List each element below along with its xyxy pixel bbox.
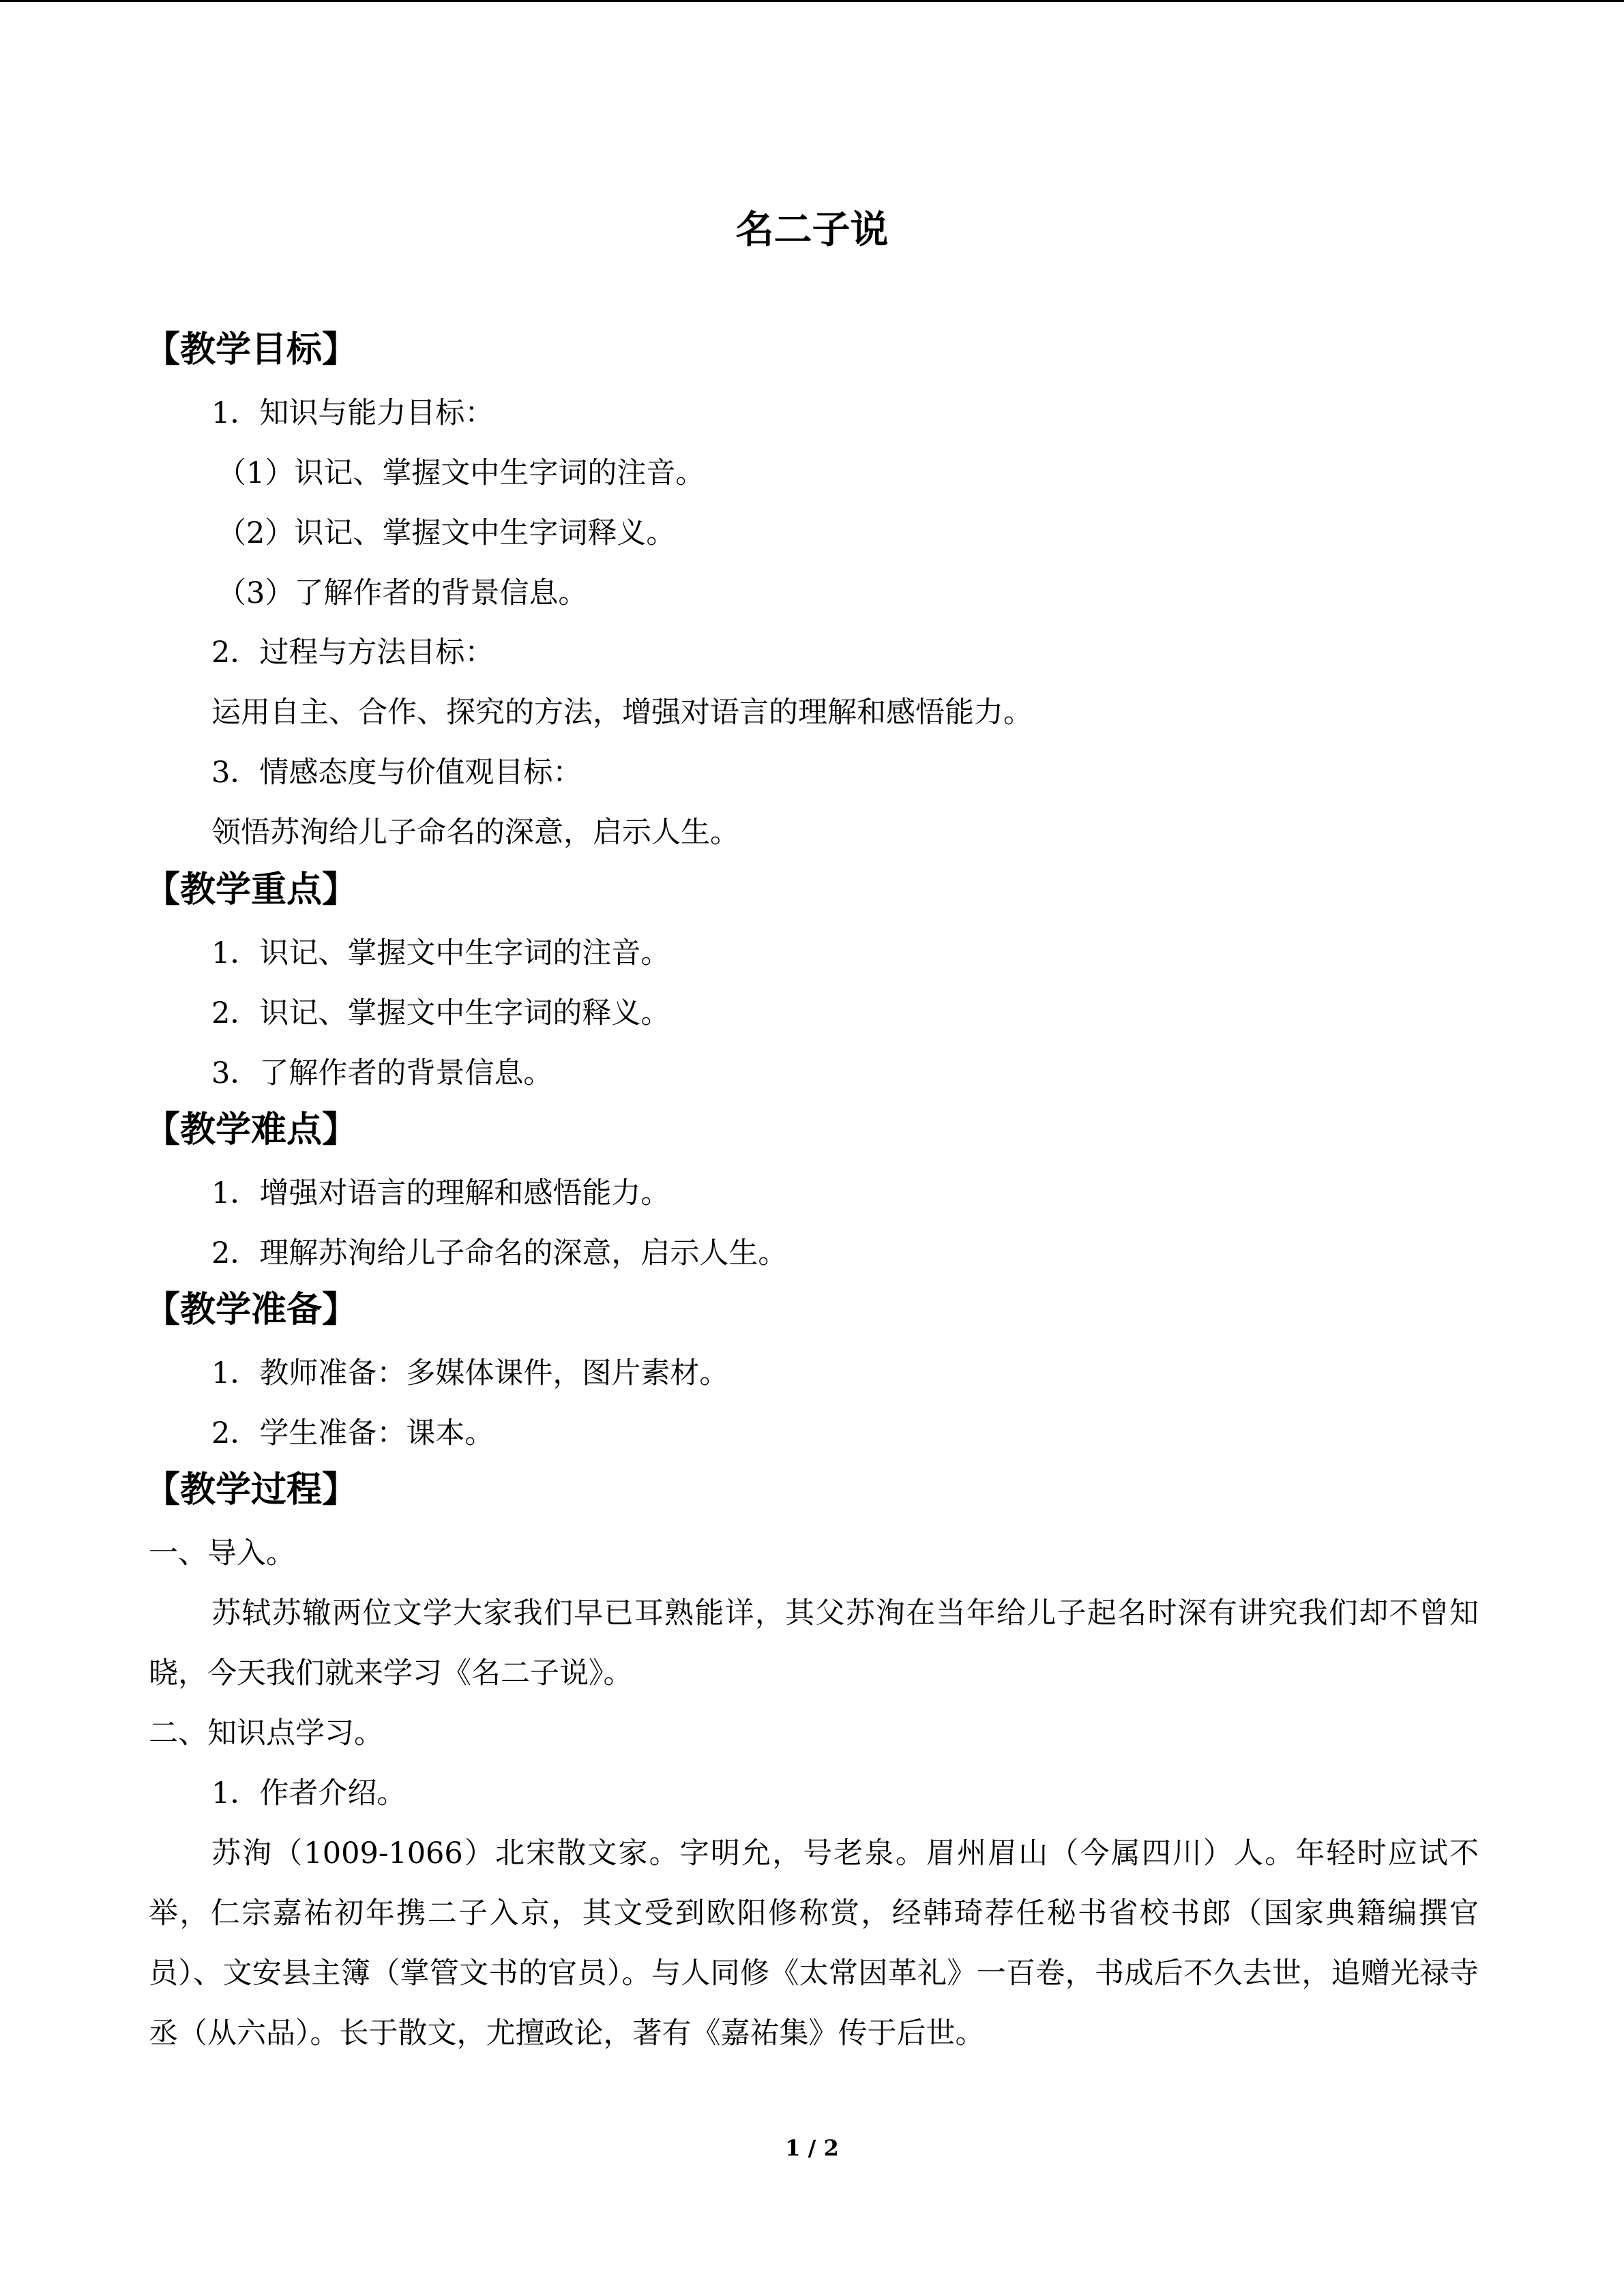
author-intro-paragraph: 苏洵（1009-1066）北宋散文家。字明允，号老泉。眉州眉山（今属四川）人。年轻时应试不举，仁宗嘉祐初年携二子入京，其文受到欧阳修称赏，经韩琦荐任秘书省校书郎（国家典籍编撰官员）、文安县主簿（掌管文书的官员）。与人同修《太常因革礼》一百卷，书成后不久去世，追赠光禄寺丞（从六品）。长于散文，尤擅政论，著有《嘉祐集》传于后世。	[149, 1836, 1479, 2051]
preparation-item-2: 2．学生准备：课本。	[211, 1416, 494, 1450]
section-heading-preparation: 【教学准备】	[145, 1289, 358, 1330]
goals-item-2-text: 运用自主、合作、探究的方法，增强对语言的理解和感悟能力。	[211, 696, 1033, 730]
goals-item-3-text: 领悟苏洵给儿子命名的深意，启示人生。	[211, 816, 739, 850]
preparation-item-1: 1．教师准备：多媒体课件，图片素材。	[211, 1356, 729, 1390]
goals-subitem-3: （3）了解作者的背景信息。	[217, 576, 588, 610]
goals-item-2: 2．过程与方法目标：	[211, 636, 494, 670]
difficulties-item-2: 2．理解苏洵给儿子命名的深意，启示人生。	[211, 1236, 788, 1270]
section-heading-goals: 【教学目标】	[145, 329, 358, 370]
process-part-1-title: 一、导入。	[149, 1536, 295, 1570]
goals-subitem-1: （1）识记、掌握文中生字词的注音。	[217, 456, 705, 490]
process-part-2-item-1: 1．作者介绍。	[211, 1776, 407, 1810]
process-part-2-title: 二、知识点学习。	[149, 1716, 383, 1750]
goals-subitem-2: （2）识记、掌握文中生字词释义。	[217, 516, 676, 550]
key-points-item-2: 2．识记、掌握文中生字词的释义。	[211, 996, 670, 1030]
key-points-item-1: 1．识记、掌握文中生字词的注音。	[211, 936, 670, 970]
document-title: 名二子说	[735, 208, 889, 252]
key-points-item-3: 3．了解作者的背景信息。	[211, 1056, 553, 1090]
section-heading-difficulties: 【教学难点】	[145, 1109, 358, 1150]
section-heading-process: 【教学过程】	[145, 1470, 358, 1510]
difficulties-item-1: 1．增强对语言的理解和感悟能力。	[211, 1176, 670, 1210]
page-number: 1 / 2	[785, 2135, 839, 2161]
section-heading-key-points: 【教学重点】	[145, 869, 358, 910]
process-part-1-paragraph: 苏轼苏辙两位文学大家我们早已耳熟能详，其父苏洵在当年给儿子起名时深有讲究我们却不曾知晓，今天我们就来学习《名二子说》。	[149, 1596, 1479, 1690]
goals-item-3: 3．情感态度与价值观目标：	[211, 756, 582, 790]
page-top-border	[0, 0, 1624, 2]
goals-item-1: 1．知识与能力目标：	[211, 396, 494, 430]
